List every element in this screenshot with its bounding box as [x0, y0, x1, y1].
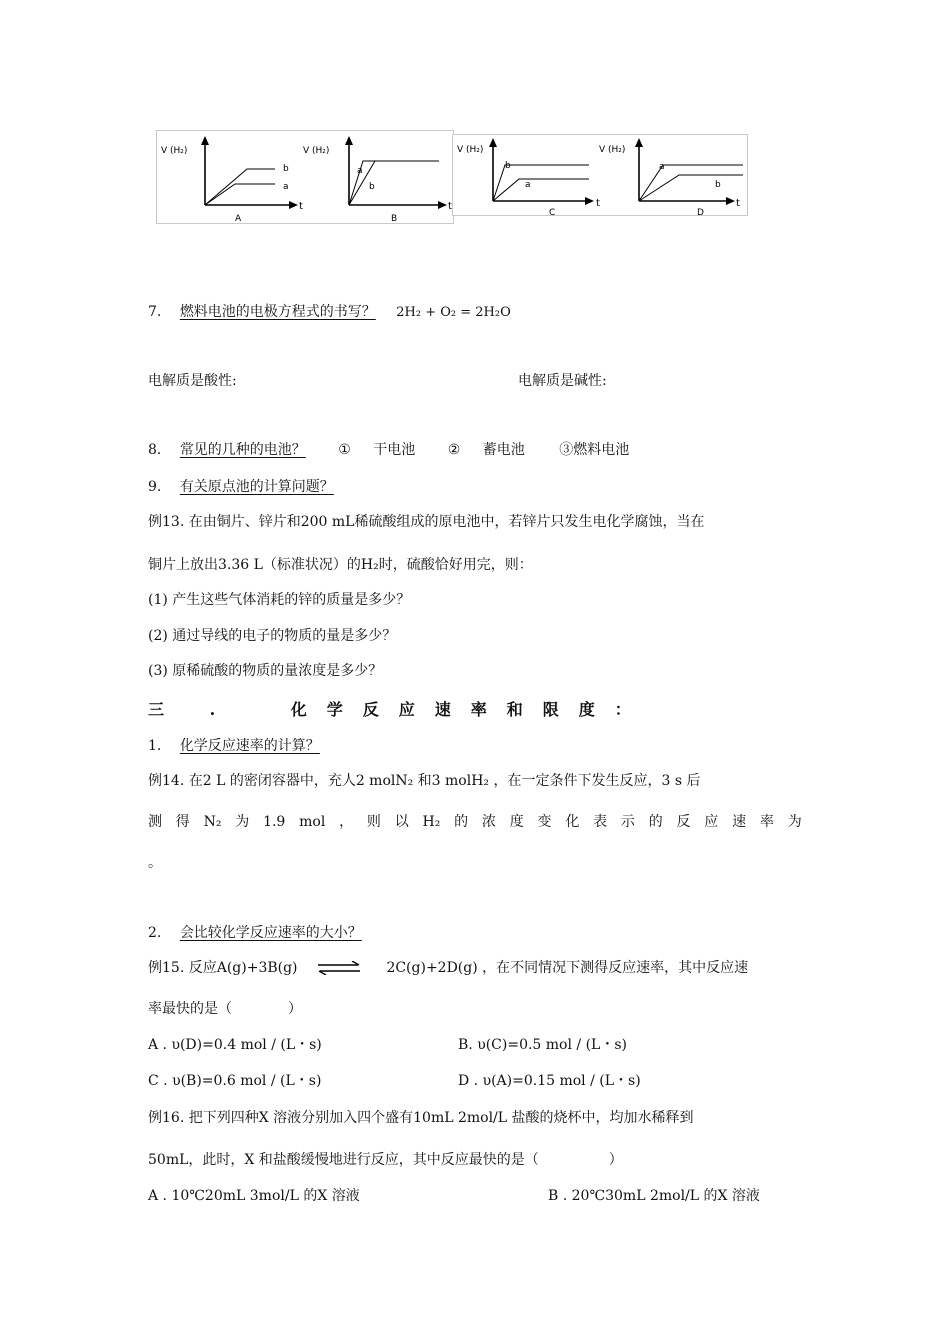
electrolyte-base: 电解质是碱性: [518, 373, 607, 389]
figure-panel-cd [452, 134, 748, 216]
s3q1-number: 1. [148, 738, 162, 754]
ex14-w: mol [299, 814, 326, 830]
ex16-line1: 例16. 把下列四种X 溶液分别加入四个盛有10mL 2mol/L 盐酸的烧杯中，均加水稀释到 [148, 1110, 694, 1126]
q9-title: 有关原点池的计算问题？ [179, 479, 334, 495]
ex15-option-a: A . υ(D)=0.4 mol / (L・s) [148, 1037, 322, 1053]
ex14-w: 的 [454, 814, 469, 830]
q7-title: 燃料电池的电极方程式的书写？ [179, 304, 376, 320]
graph-d [599, 138, 743, 215]
ex16-option-b: B . 20℃30mL 2mol/L 的X 溶液 [548, 1188, 760, 1204]
ex13-line1: 例13. 在由铜片、锌片和200 mL稀硫酸组成的原电池中，若锌片只发生电化学腐蚀，当在 [148, 514, 705, 530]
graph-b-letter: B [391, 214, 398, 223]
ex14-w: 1.9 [263, 814, 286, 830]
ex14-w: 为 [787, 814, 802, 830]
section3-number: 三 . [148, 700, 236, 719]
figure-panel-ab [156, 130, 454, 224]
ex13-sub-3: (3) 原稀硫酸的物质的量浓度是多少？ [148, 663, 383, 679]
graph-a [161, 136, 303, 223]
q8-title: 常见的几种的电池？ [179, 442, 306, 458]
graph-c [457, 138, 600, 215]
ex14-w: 反 [676, 814, 691, 830]
graph-b-xlabel: t [448, 201, 452, 212]
ex14-w: 为 [235, 814, 250, 830]
ex14-w: 度 [509, 814, 524, 830]
q7-equation: 2H₂ + O₂ = 2H₂O [396, 305, 511, 320]
ex15-line1 [148, 959, 748, 977]
section3-title: 化学反应速率和限度： [290, 700, 651, 719]
graph-c-xlabel: t [596, 198, 600, 209]
q7-row [148, 303, 511, 322]
ex13-sub-2: (2) 通过导线的电子的物质的量是多少？ [148, 628, 397, 644]
ex14-w: 率 [759, 814, 774, 830]
s3q2-number: 2. [148, 925, 162, 941]
ex16-line2: 50mL，此时，X 和盐酸缓慢地进行反应，其中反应最快的是（ ） [148, 1152, 623, 1168]
ex14-w: 变 [537, 814, 552, 830]
ex14-line3: 。 [148, 855, 162, 871]
ex14-w: N₂ [203, 814, 222, 830]
ex14-w: 得 [175, 814, 190, 830]
ex14-w: 浓 [481, 814, 496, 830]
ex15-option-b: B. υ(C)=0.5 mol / (L・s) [458, 1037, 627, 1053]
q8-item-2-mark: ② [447, 442, 461, 458]
q9-row [148, 478, 334, 496]
graph-c-ylabel: V (H₂) [457, 145, 484, 155]
ex16-option-a: A . 10℃20mL 3mol/L 的X 溶液 [148, 1188, 360, 1204]
q8-row [148, 441, 629, 459]
q9-number: 9. [148, 479, 162, 495]
graphs-ab [157, 131, 453, 223]
q7-number: 7. [148, 304, 162, 320]
equilibrium-arrows-icon [316, 961, 362, 975]
graph-d-ylabel: V (H₂) [599, 145, 626, 155]
ex15-option-d: D . υ(A)=0.15 mol / (L・s) [458, 1073, 641, 1089]
ex15-line2: 率最快的是（ ） [148, 1001, 302, 1017]
graph-b-ylabel: V (H₂) [303, 146, 330, 156]
ex13-sub-1: (1) 产生这些气体消耗的锌的质量是多少？ [148, 592, 411, 608]
q8-item-1: 干电池 [373, 442, 416, 458]
graph-a-letter: A [235, 214, 242, 223]
section3-heading [148, 697, 651, 720]
ex14-line2 [148, 813, 802, 831]
q8-item-3: ③燃料电池 [559, 442, 630, 458]
graph-a-ylabel: V (H₂) [161, 146, 188, 156]
ex14-w: 测 [148, 814, 162, 830]
ex14-w: 示 [620, 814, 635, 830]
ex14-w: 以 [394, 814, 409, 830]
ex14-w: 的 [648, 814, 663, 830]
graph-b-curve-b: b [369, 182, 375, 192]
ex14-w: 化 [565, 814, 580, 830]
s3q2-row [148, 924, 362, 942]
graph-c-curve-a: a [525, 180, 531, 190]
s3q1-title: 化学反应速率的计算？ [179, 738, 320, 754]
ex14-line1: 例14. 在2 L 的密闭容器中，充人2 molN₂ 和3 molH₂ ，在一定条件下发生反应，3 s 后 [148, 773, 701, 789]
q8-item-1-mark: ① [338, 442, 351, 458]
graph-b-curve-a: a [357, 166, 363, 176]
graph-d-curve-b: b [715, 180, 721, 190]
ex14-w: H₂ [422, 814, 441, 830]
ex14-w: 则 [366, 814, 381, 830]
ex14-w: 速 [732, 814, 747, 830]
ex13-line2: 铜片上放出3.36 L（标准状况）的H₂时，硫酸恰好用完，则： [148, 557, 533, 573]
ex14-w: 表 [593, 814, 608, 830]
ex14-w: 应 [704, 814, 719, 830]
graph-b [303, 136, 452, 223]
s3q1-row [148, 737, 320, 755]
graph-a-curve-b: b [283, 164, 289, 174]
graph-d-xlabel: t [736, 198, 740, 209]
electrolyte-acid: 电解质是酸性: [148, 373, 237, 389]
s3q2-title: 会比较化学反应速率的大小？ [179, 925, 362, 941]
graph-d-curve-a: a [659, 162, 665, 172]
ex15-option-c: C . υ(B)=0.6 mol / (L・s) [148, 1073, 322, 1089]
ex14-w: ， [339, 814, 354, 830]
graph-a-curve-a: a [283, 182, 289, 192]
graph-d-letter: D [697, 208, 704, 215]
ex15-lhs: 例15. 反应A(g)+3B(g) [148, 960, 298, 976]
ex15-rhs: 2C(g)+2D(g) ，在不同情况下测得反应速率，其中反应速 [386, 960, 749, 976]
graph-c-curve-b: b [505, 161, 511, 171]
graph-a-xlabel: t [299, 201, 303, 212]
graph-c-letter: C [549, 208, 556, 215]
q8-item-2: 蓄电池 [482, 442, 525, 458]
q8-number: 8. [148, 442, 162, 458]
graphs-cd [453, 135, 747, 215]
